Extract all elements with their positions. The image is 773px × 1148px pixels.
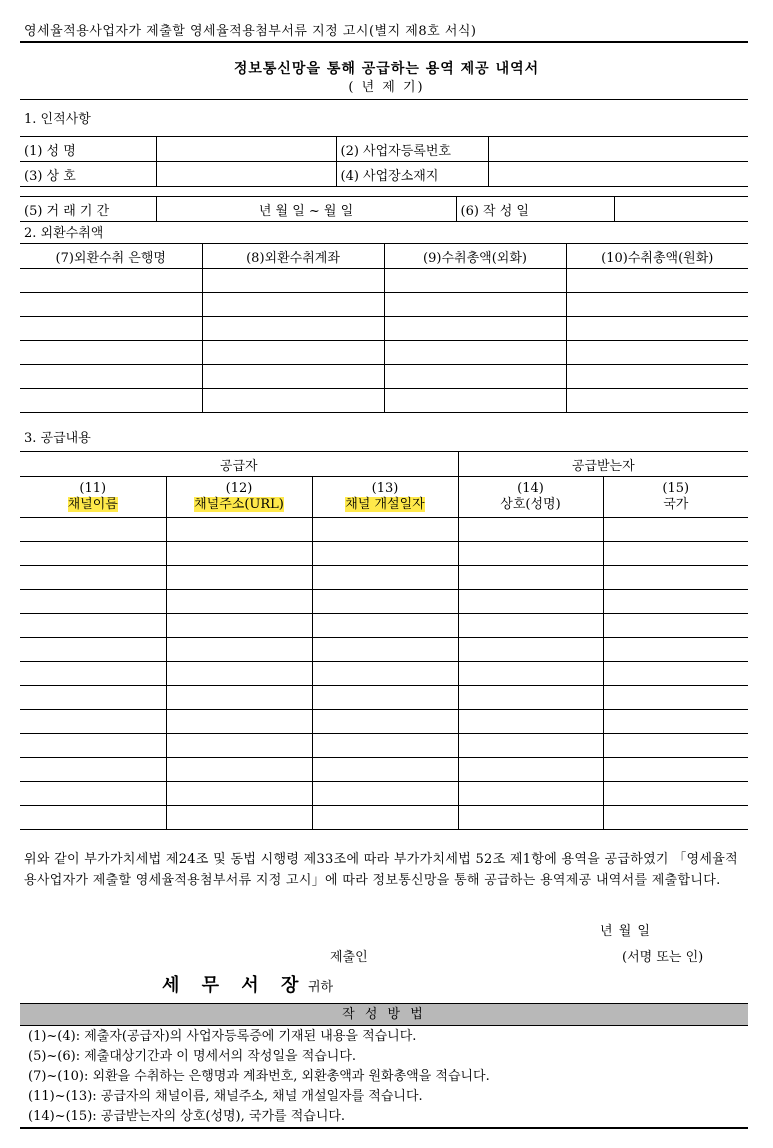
supply-cell[interactable] bbox=[312, 566, 458, 590]
method-list bbox=[28, 1027, 490, 1127]
supply-cell[interactable] bbox=[312, 662, 458, 686]
fx-cell[interactable] bbox=[202, 389, 384, 413]
fx-cell[interactable] bbox=[20, 293, 202, 317]
fx-row bbox=[20, 269, 748, 293]
fx-row bbox=[20, 341, 748, 365]
fx-cell[interactable] bbox=[202, 341, 384, 365]
supply-cell[interactable] bbox=[458, 806, 603, 830]
fx-cell[interactable] bbox=[20, 317, 202, 341]
fx-rows bbox=[20, 269, 748, 413]
supply-cell[interactable] bbox=[603, 806, 748, 830]
fx-cell[interactable] bbox=[20, 365, 202, 389]
supply-cell[interactable] bbox=[458, 686, 603, 710]
trade-field[interactable] bbox=[156, 162, 336, 187]
fx-header-won: (10)수취총액(원화) bbox=[566, 244, 748, 269]
supply-cell[interactable] bbox=[603, 758, 748, 782]
supply-cell[interactable] bbox=[20, 758, 166, 782]
supply-cell[interactable] bbox=[458, 758, 603, 782]
supply-cell[interactable] bbox=[166, 782, 312, 806]
supply-cell[interactable] bbox=[603, 590, 748, 614]
supply-cell[interactable] bbox=[166, 758, 312, 782]
col-15-name: 국가 bbox=[663, 497, 689, 512]
fx-cell[interactable] bbox=[384, 365, 566, 389]
supply-row bbox=[20, 566, 748, 590]
fx-cell[interactable] bbox=[384, 269, 566, 293]
fx-cell[interactable] bbox=[566, 389, 748, 413]
supply-cell[interactable] bbox=[166, 542, 312, 566]
col-11-num: (11) bbox=[79, 481, 107, 496]
method-item: (11)~(13): 공급자의 채널이름, 채널주소, 채널 개설일자를 적습니다. bbox=[28, 1089, 423, 1104]
supply-row bbox=[20, 734, 748, 758]
fx-cell[interactable] bbox=[384, 389, 566, 413]
supply-row bbox=[20, 782, 748, 806]
supply-cell[interactable] bbox=[458, 782, 603, 806]
form-title: 정보통신망을 통해 공급하는 용역 제공 내역서 bbox=[233, 61, 540, 77]
supply-cell[interactable] bbox=[166, 518, 312, 542]
fx-row bbox=[20, 389, 748, 413]
supply-cell[interactable] bbox=[166, 566, 312, 590]
supplier-header: 공급자 bbox=[20, 452, 458, 477]
supply-table bbox=[20, 451, 748, 830]
col-11-name: 채널이름 bbox=[67, 497, 118, 512]
bottom-rule bbox=[20, 1127, 748, 1129]
supply-cell[interactable] bbox=[458, 638, 603, 662]
fx-row bbox=[20, 293, 748, 317]
method-item: (14)~(15): 공급받는자의 상호(성명), 국가를 적습니다. bbox=[28, 1109, 346, 1124]
supply-cell[interactable] bbox=[458, 710, 603, 734]
supply-cell[interactable] bbox=[20, 686, 166, 710]
supply-cell[interactable] bbox=[603, 518, 748, 542]
supply-cell[interactable] bbox=[458, 590, 603, 614]
supply-cell[interactable] bbox=[20, 518, 166, 542]
supply-cell[interactable] bbox=[458, 614, 603, 638]
col-12-name: 채널주소(URL) bbox=[194, 497, 284, 512]
written-label: (6) 작 성 일 bbox=[456, 197, 614, 222]
supply-cell[interactable] bbox=[20, 734, 166, 758]
fx-cell[interactable] bbox=[566, 269, 748, 293]
supply-cell[interactable] bbox=[603, 782, 748, 806]
col-14-num: (14) bbox=[517, 481, 544, 496]
supply-row bbox=[20, 614, 748, 638]
fx-row bbox=[20, 317, 748, 341]
section2-label: 2. 외환수취액 bbox=[24, 226, 104, 241]
supply-row bbox=[20, 662, 748, 686]
col-12-num: (12) bbox=[225, 481, 253, 496]
supply-cell[interactable] bbox=[458, 566, 603, 590]
fx-cell[interactable] bbox=[202, 293, 384, 317]
supply-row bbox=[20, 758, 748, 782]
supply-cell[interactable] bbox=[20, 566, 166, 590]
period-field[interactable]: 년 월 일 ~ 월 일 bbox=[156, 197, 456, 222]
supply-cell[interactable] bbox=[312, 734, 458, 758]
fx-header-account: (8)외환수취계좌 bbox=[202, 244, 384, 269]
form-reference: 영세율적용사업자가 제출할 영세율적용첨부서류 지정 고시(별지 제8호 서식) bbox=[24, 24, 477, 39]
supply-row bbox=[20, 590, 748, 614]
period-table bbox=[20, 196, 748, 222]
supply-cell[interactable] bbox=[603, 734, 748, 758]
fx-header-bank: (7)외환수취 은행명 bbox=[20, 244, 202, 269]
method-title: 작 성 방 법 bbox=[20, 1003, 748, 1026]
supply-cell[interactable] bbox=[166, 686, 312, 710]
written-field[interactable] bbox=[614, 197, 748, 222]
supply-cell[interactable] bbox=[312, 614, 458, 638]
fx-cell[interactable] bbox=[384, 341, 566, 365]
form-subtitle: ( 년 제 기) bbox=[348, 80, 425, 95]
supply-cell[interactable] bbox=[458, 662, 603, 686]
tax-office: 세 무 서 장 bbox=[162, 975, 307, 996]
supply-row bbox=[20, 542, 748, 566]
fx-cell[interactable] bbox=[566, 365, 748, 389]
supply-cell[interactable] bbox=[20, 614, 166, 638]
fx-cell[interactable] bbox=[20, 269, 202, 293]
period-label: (5) 거 래 기 간 bbox=[20, 197, 156, 222]
fx-header-foreign: (9)수취총액(외화) bbox=[384, 244, 566, 269]
supply-row bbox=[20, 638, 748, 662]
col-13-num: (13) bbox=[371, 481, 399, 496]
fx-cell[interactable] bbox=[20, 341, 202, 365]
col-13-name: 채널 개설일자 bbox=[345, 497, 425, 512]
supply-cell[interactable] bbox=[166, 614, 312, 638]
section3-label: 3. 공급내용 bbox=[24, 431, 91, 446]
supply-cell[interactable] bbox=[166, 806, 312, 830]
supply-cell[interactable] bbox=[20, 662, 166, 686]
supply-row bbox=[20, 806, 748, 830]
method-item: (5)~(6): 제출대상기간과 이 명세서의 작성일을 적습니다. bbox=[28, 1049, 357, 1064]
supply-cell[interactable] bbox=[458, 518, 603, 542]
supply-cell[interactable] bbox=[603, 686, 748, 710]
supply-cell[interactable] bbox=[166, 590, 312, 614]
supply-cell[interactable] bbox=[603, 566, 748, 590]
col-15-header bbox=[603, 477, 748, 518]
fx-row bbox=[20, 365, 748, 389]
trade-label: (3) 상 호 bbox=[20, 162, 156, 187]
method-item: (1)~(4): 제출자(공급자)의 사업자등록증에 기재된 내용을 적습니다. bbox=[28, 1029, 417, 1044]
supply-cell[interactable] bbox=[312, 686, 458, 710]
col-11-header bbox=[20, 477, 166, 518]
declaration-text: 위와 같이 부가가치세법 제24조 및 동법 시행령 제33조에 따라 부가가치세법 52조 제1항에 용역을 공급하였기 「영세율적용사업자가 제출할 영세율적용첨부서류 지정 고시」에 따라 정보통신망을 통해 공급하는 용역제공 내역서를 제출합니다. bbox=[24, 852, 738, 888]
address-field[interactable] bbox=[488, 162, 748, 187]
col-13-header bbox=[312, 477, 458, 518]
fx-cell[interactable] bbox=[20, 389, 202, 413]
supply-cell[interactable] bbox=[312, 518, 458, 542]
fx-cell[interactable] bbox=[384, 317, 566, 341]
sign-label: (서명 또는 인) bbox=[622, 950, 704, 965]
name-field[interactable] bbox=[156, 137, 336, 162]
col-14-name: 상호(성명) bbox=[500, 497, 561, 512]
supply-cell[interactable] bbox=[20, 710, 166, 734]
supply-row bbox=[20, 518, 748, 542]
supply-cell[interactable] bbox=[312, 590, 458, 614]
fx-cell[interactable] bbox=[566, 341, 748, 365]
supply-cell[interactable] bbox=[20, 590, 166, 614]
supply-cell[interactable] bbox=[312, 758, 458, 782]
supply-cell[interactable] bbox=[312, 782, 458, 806]
fx-cell[interactable] bbox=[202, 365, 384, 389]
fx-cell[interactable] bbox=[566, 317, 748, 341]
supply-cell[interactable] bbox=[166, 710, 312, 734]
supply-row bbox=[20, 686, 748, 710]
supply-cell[interactable] bbox=[312, 710, 458, 734]
supply-cell[interactable] bbox=[166, 662, 312, 686]
col-14-header bbox=[458, 477, 603, 518]
supply-cell[interactable] bbox=[166, 734, 312, 758]
supply-rows bbox=[20, 518, 748, 830]
supply-cell[interactable] bbox=[603, 614, 748, 638]
supply-cell[interactable] bbox=[603, 638, 748, 662]
receiver-header: 공급받는자 bbox=[458, 452, 748, 477]
personal-info-table bbox=[20, 136, 748, 187]
col-15-num: (15) bbox=[662, 481, 690, 496]
supply-cell[interactable] bbox=[20, 638, 166, 662]
name-label: (1) 성 명 bbox=[20, 137, 156, 162]
top-rule bbox=[20, 41, 748, 43]
supply-cell[interactable] bbox=[603, 710, 748, 734]
address-label: (4) 사업장소재지 bbox=[336, 162, 488, 187]
section1-label: 1. 인적사항 bbox=[24, 112, 91, 127]
submitter-label: 제출인 bbox=[330, 950, 368, 965]
method-item: (7)~(10): 외환을 수취하는 은행명과 계좌번호, 외환총액과 원화총액을 적습니다. bbox=[28, 1069, 490, 1084]
supply-cell[interactable] bbox=[312, 542, 458, 566]
bizno-label: (2) 사업자등록번호 bbox=[336, 137, 488, 162]
supply-cell[interactable] bbox=[20, 806, 166, 830]
fx-cell[interactable] bbox=[384, 293, 566, 317]
title-rule bbox=[20, 99, 748, 100]
col-12-header bbox=[166, 477, 312, 518]
supply-cell[interactable] bbox=[20, 542, 166, 566]
bizno-field[interactable] bbox=[488, 137, 748, 162]
fx-cell[interactable] bbox=[202, 317, 384, 341]
tax-office-suffix: 귀하 bbox=[308, 980, 334, 995]
supply-cell[interactable] bbox=[603, 662, 748, 686]
supply-cell[interactable] bbox=[312, 806, 458, 830]
fx-table bbox=[20, 243, 748, 413]
supply-cell[interactable] bbox=[20, 782, 166, 806]
supply-cell[interactable] bbox=[166, 638, 312, 662]
supply-cell[interactable] bbox=[458, 542, 603, 566]
fx-cell[interactable] bbox=[202, 269, 384, 293]
supply-cell[interactable] bbox=[458, 734, 603, 758]
supply-row bbox=[20, 710, 748, 734]
date-line: 년 월 일 bbox=[600, 924, 651, 939]
supply-cell[interactable] bbox=[603, 542, 748, 566]
fx-cell[interactable] bbox=[566, 293, 748, 317]
supply-cell[interactable] bbox=[312, 638, 458, 662]
